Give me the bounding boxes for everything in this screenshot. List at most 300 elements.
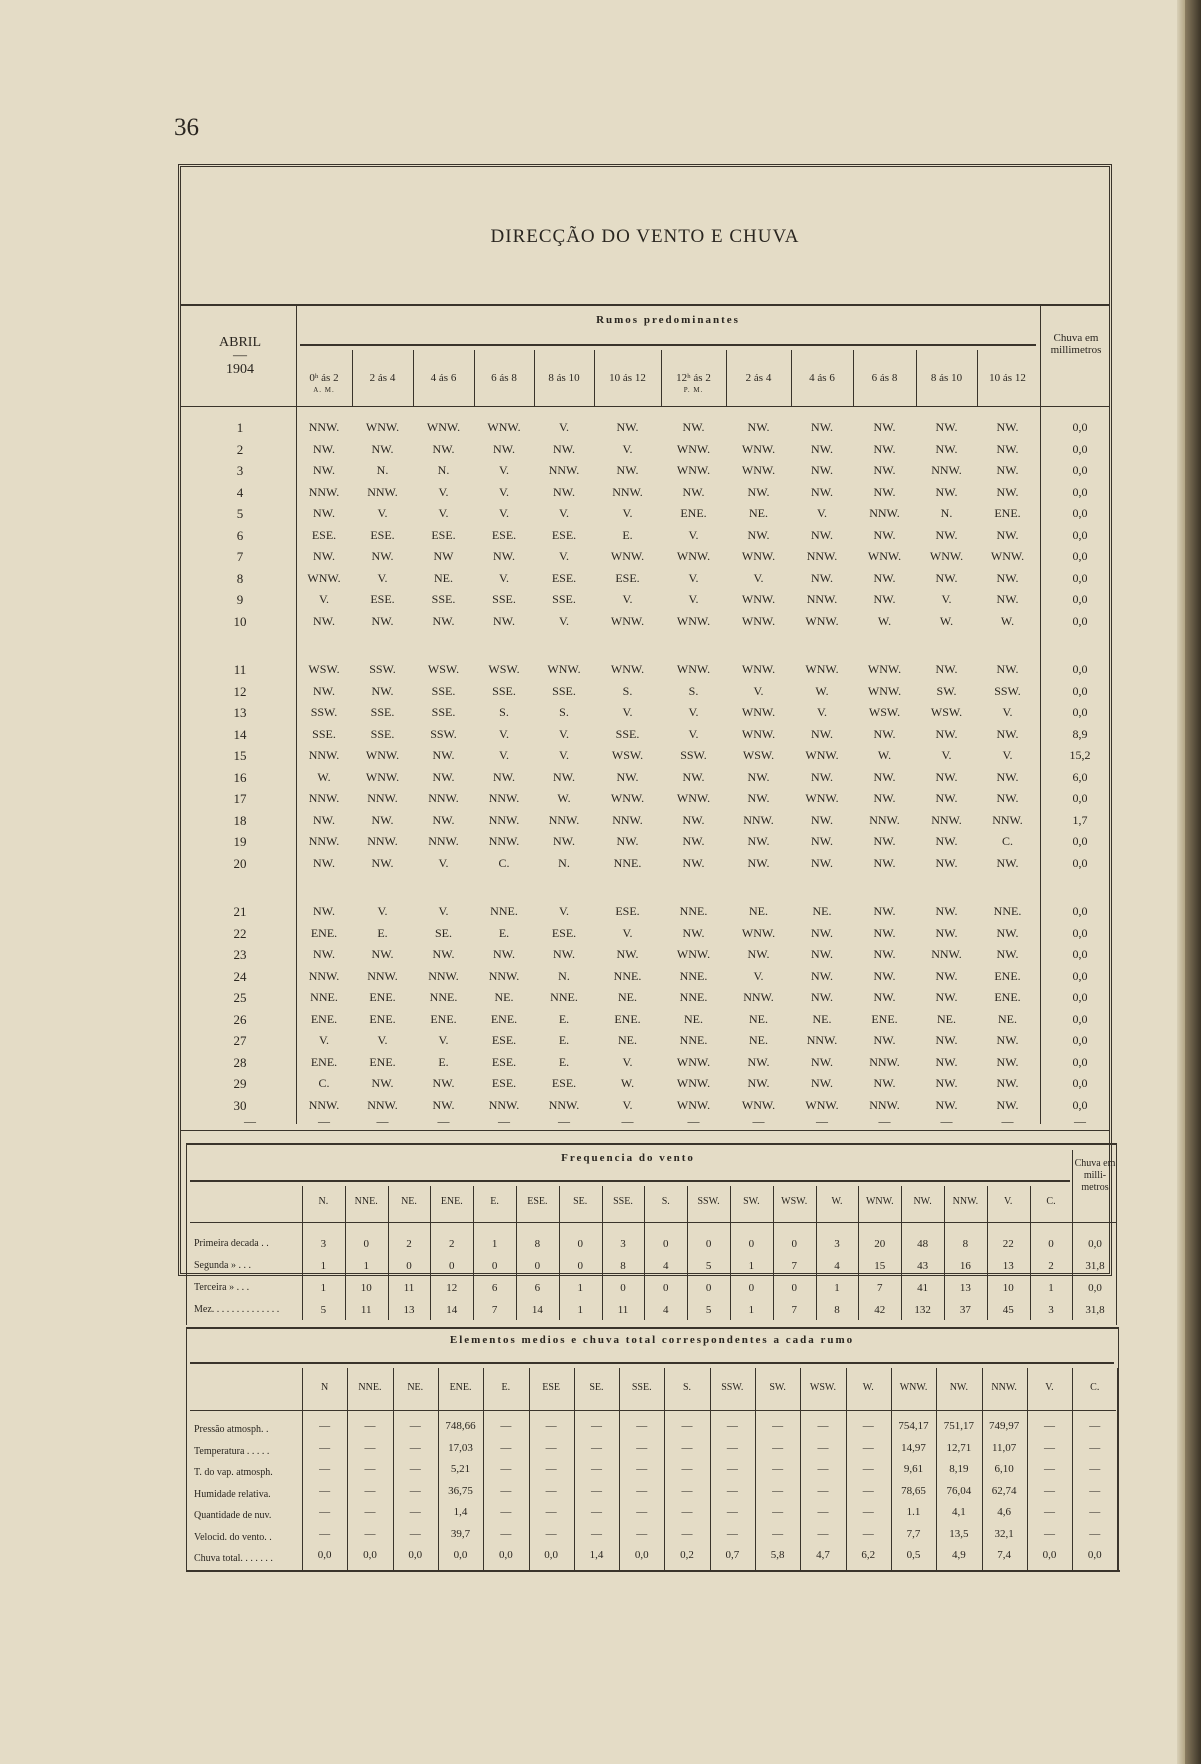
wind-direction-cell: NW. [616,947,639,961]
wind-direction-cell: NNW. [428,834,459,848]
elem-value-cell: — [500,1420,512,1432]
day-number: 25 [233,990,247,1005]
wind-direction-cell: NW. [873,726,896,741]
freq-direction-header: NE. [401,1196,417,1207]
wind-direction-cell: V. [688,592,699,606]
elem-value-cell: — [817,1463,829,1475]
freq-rain-cell: 31,8 [1085,1304,1105,1316]
wind-direction-cell: NW. [432,1076,455,1090]
wind-direction-cell: SSW. [430,726,457,741]
wind-direction-cell: ENE. [310,925,338,940]
wind-direction-cell: NW. [873,1033,896,1047]
wind-direction-cell: WNW. [741,705,776,719]
wind-direction-cell: NNW. [488,834,520,848]
wind-direction-cell: NW. [811,420,833,434]
rain-mm-cell: 0,0 [1072,791,1088,805]
wind-direction-cell: NNW. [488,968,520,983]
wind-direction-cell: S. [499,705,509,719]
wind-direction-cell: NW. [371,947,394,961]
freq-value-cell: 1 [320,1260,327,1272]
freq-rain-cell: 0,0 [1088,1238,1102,1250]
wind-direction-cell: NNW. [548,463,580,477]
freq-value-cell: 5 [705,1260,712,1272]
wind-direction-cell: NNE. [613,855,642,870]
wind-direction-cell: WSW. [868,705,901,719]
wind-direction-cell: NNW. [992,812,1023,827]
elem-direction-header: NNE. [358,1382,382,1393]
day-number: 16 [233,769,247,785]
elem-value-cell: 62,74 [991,1484,1017,1497]
freq-value-cell: 10 [360,1282,372,1294]
rain-mm-cell: 0,0 [1072,705,1088,719]
wind-direction-cell: ESE. [491,1076,517,1090]
wind-direction-cell: NW. [935,662,958,676]
wind-direction-cell: NNW. [806,549,838,563]
wind-direction-cell: E. [498,925,510,940]
freq-value-cell: 13 [403,1304,415,1316]
wind-direction-cell: NW. [371,855,394,870]
hour-column-header [534,372,594,384]
wind-direction-cell: NNW. [367,968,398,983]
wind-direction-cell: V. [438,855,449,870]
rain-mm-cell: 15,2 [1069,748,1091,762]
wind-direction-cell: NE. [749,1033,768,1047]
wind-direction-cell: WNW. [676,1076,711,1090]
wind-direction-cell: NW. [616,463,639,477]
month-label [190,334,290,378]
wind-direction-cell: NW. [682,420,705,434]
wind-direction-cell: NNW. [931,947,962,961]
page-number: 36 [174,114,199,141]
freq-value-cell: 11 [617,1304,629,1316]
pm-mark: P. M. [683,386,704,394]
elem-value-cell: 78,65 [901,1484,926,1497]
wind-direction-cell: WNW. [741,592,776,606]
elem-value-cell: — [862,1506,874,1518]
wind-direction-cell: NW. [432,1097,455,1112]
elem-value-cell: — [1089,1441,1101,1454]
wind-direction-cell: NW. [996,791,1019,805]
freq-value-cell: 0 [663,1282,669,1294]
elem-value-cell: — [590,1484,602,1497]
wind-direction-cell: NW. [873,904,896,918]
wind-direction-cell: NNW. [367,834,398,848]
wind-direction-cell: NNW. [488,812,520,827]
freq-value-cell: 20 [874,1238,886,1250]
wind-direction-cell: ENE. [994,968,1021,983]
freq-value-cell: 43 [917,1260,929,1272]
wind-direction-cell: WNW. [676,662,711,676]
wind-direction-cell: NW. [935,1033,958,1047]
wind-direction-cell: NE. [998,1011,1017,1026]
rain-mm-cell: 0,0 [1072,1033,1088,1047]
freq-value-cell: 4 [663,1260,669,1272]
elem-value-cell: — [636,1441,648,1454]
freq-value-cell: 0 [363,1238,369,1250]
wind-direction-cell: NW. [811,834,833,848]
elem-value-cell: — [1089,1484,1101,1497]
wind-direction-cell: NNE. [550,990,578,1004]
elem-value-cell: 4,7 [816,1549,830,1561]
freq-direction-header: WSW. [781,1196,808,1207]
wind-direction-cell: NE. [937,1011,956,1026]
year-label: 1904 [226,362,254,377]
wind-direction-cell: NNW. [548,1097,580,1112]
freq-value-cell: 1 [577,1304,583,1316]
wind-direction-cell: V. [558,726,570,741]
freq-value-cell: 13 [959,1282,971,1294]
wind-direction-cell: WNW. [867,549,902,563]
wind-direction-cell: ESE. [370,592,395,606]
wind-direction-cell: NW. [493,549,515,563]
wind-direction-cell: ENE. [369,990,396,1004]
elem-value-cell: 5,21 [450,1463,471,1475]
wind-direction-cell: NW. [996,662,1019,676]
elem-value-cell: — [681,1441,693,1454]
wind-direction-cell: NW. [873,420,896,434]
hour-range: 4 ás 6 [430,372,457,384]
rain-mm-cell: 0,0 [1072,613,1088,628]
day-number: 9 [236,592,244,607]
wind-direction-cell: NW. [313,549,335,563]
freq-value-cell: 13 [1002,1260,1014,1272]
wind-direction-cell: E. [438,1054,449,1069]
wind-direction-cell: W. [1000,613,1015,628]
day-number: 21 [233,904,247,919]
am-mark: A. M. [313,386,335,394]
elem-value-cell: — [590,1527,602,1540]
elem-value-cell: — [681,1484,693,1497]
elem-value-cell: 14,97 [901,1441,926,1454]
day-number: 5 [236,506,244,521]
rain-mm-cell: 0,0 [1072,855,1088,870]
hour-range: 6 ás 8 [871,372,898,384]
wind-direction-cell: V. [622,506,633,520]
elem-value-cell: — [319,1463,331,1475]
hour-range: 10 ás 12 [989,372,1026,384]
wind-direction-cell: NW. [616,769,639,784]
wind-direction-cell: N. [940,506,953,520]
freq-value-cell: 0 [534,1260,541,1272]
freq-direction-header: S. [661,1196,670,1207]
freq-value-cell: 3 [1048,1304,1054,1316]
day-number: 22 [233,925,247,941]
wind-direction-cell: NNW. [488,791,520,805]
wind-direction-cell: SE. [434,925,452,940]
wind-direction-cell: NW. [432,441,455,456]
freq-direction-header: SW. [743,1196,760,1207]
wind-direction-cell: S. [622,683,633,698]
freq-value-cell: 7 [877,1282,883,1294]
wind-direction-cell: NNE. [993,904,1022,918]
rain-mm-cell: 0,0 [1072,570,1088,585]
rain-mm-cell: 0,0 [1072,904,1088,918]
title-divider [180,304,1110,306]
elem-value-cell: 4,6 [997,1506,1012,1518]
elem-value-cell: — [817,1420,829,1432]
elem-value-cell: 1,4 [589,1549,604,1561]
freq-rain-header: Chuva em milli-metros [1074,1158,1116,1193]
column-dash: — [558,1114,570,1128]
wind-direction-cell: SSE. [370,726,395,741]
wind-direction-cell: NW. [996,420,1019,434]
wind-direction-cell: NW. [873,925,896,940]
freq-rain-divider [1072,1150,1073,1320]
wind-direction-cell: WNW. [610,549,645,563]
wind-direction-cell: S. [688,683,699,698]
wind-direction-cell: NW. [873,769,896,784]
wind-direction-cell: WNW. [676,613,711,628]
wind-direction-cell: NNE. [613,968,642,983]
day-number: 8 [236,570,244,586]
rain-mm-cell: 0,0 [1072,592,1088,606]
wind-direction-cell: V. [1002,705,1013,719]
elem-direction-header: ESE [542,1382,561,1393]
hour-range: 0ʰ ás 2 [309,372,339,384]
wind-direction-cell: NNW. [869,1054,900,1069]
rain-mm-cell: 0,0 [1072,506,1088,520]
rain-mm-cell: 0,0 [1072,420,1088,434]
elem-value-cell: — [862,1441,874,1454]
wind-direction-cell: NNW. [931,812,962,827]
freq-value-cell: 11 [403,1282,415,1294]
wind-direction-cell: SSW. [369,662,396,676]
wind-direction-cell: NW. [493,769,515,784]
wind-direction-cell: NW. [996,441,1019,456]
elem-value-cell: — [545,1506,557,1518]
wind-direction-cell: WNW. [741,726,776,741]
wind-direction-cell: NW. [553,484,575,499]
wind-direction-cell: ESE. [551,527,577,542]
elem-value-cell: — [500,1463,512,1475]
elem-value-cell: 39,7 [450,1527,471,1540]
elem-value-cell: 8,19 [949,1463,969,1475]
freq-direction-header: ENE. [440,1196,463,1207]
wind-direction-cell: NW. [996,484,1019,499]
elem-value-cell: — [1043,1441,1055,1454]
wind-direction-cell: WNW. [805,613,839,628]
elem-value-cell: — [772,1463,784,1475]
elem-value-cell: — [726,1463,738,1475]
wind-direction-cell: ESE. [370,527,395,542]
rain-mm-cell: 0,0 [1072,1076,1088,1090]
wind-direction-cell: WSW. [742,748,775,762]
column-dash: — [687,1114,700,1128]
freq-direction-header: NNE. [354,1196,378,1207]
elem-value-cell: 0,0 [363,1549,377,1561]
elem-title-underline [190,1362,1114,1364]
elem-value-cell: — [862,1484,874,1497]
elem-value-cell: — [409,1420,421,1432]
elem-value-cell: 7,7 [906,1527,921,1540]
freq-value-cell: 1 [1048,1282,1054,1294]
wind-direction-cell: SSE. [552,592,576,606]
elem-value-cell: — [817,1506,829,1518]
hour-column-header [726,372,791,384]
wind-direction-cell: WNW. [676,441,711,456]
freq-title-underline [190,1180,1070,1182]
freq-value-cell: 5 [320,1304,327,1316]
wind-direction-cell: V. [622,441,633,456]
freq-value-cell: 5 [705,1304,712,1316]
wind-direction-cell: NNW. [743,812,774,827]
rain-mm-cell: 0,0 [1072,683,1088,698]
wind-direction-cell: NW. [873,527,896,542]
wind-direction-cell: V. [688,527,699,542]
wind-direction-cell: NW. [432,748,455,762]
wind-direction-cell: V. [816,705,828,719]
wind-direction-cell: ENE. [430,1011,457,1026]
wind-direction-cell: NW. [873,441,896,456]
wind-direction-cell: NNW. [869,812,900,827]
wind-direction-cell: WNW. [676,1054,711,1069]
freq-value-cell: 10 [1002,1282,1014,1294]
wind-direction-cell: NW. [747,769,770,784]
elem-value-cell: 1,4 [453,1506,468,1518]
freq-value-cell: 2 [449,1238,455,1250]
elem-value-cell: — [1043,1484,1055,1497]
freq-value-cell: 1 [320,1282,327,1294]
wind-direction-cell: NW. [682,925,705,940]
elem-value-cell: — [1043,1420,1055,1432]
wind-direction-cell: NW. [996,726,1019,741]
hour-column-header [853,372,916,384]
elem-value-cell: 12,71 [946,1441,972,1454]
wind-direction-cell: NW. [873,855,896,870]
freq-value-cell: 1 [491,1238,498,1250]
elem-value-cell: — [772,1506,784,1518]
wind-direction-cell: NW. [811,726,833,741]
freq-header-line [190,1222,1116,1223]
wind-direction-cell: ESE. [491,1054,517,1069]
wind-direction-cell: NW. [811,570,833,585]
elem-value-cell: 0,0 [498,1549,513,1561]
wind-direction-cell: WNW. [676,463,711,477]
wind-direction-cell: NW. [996,1076,1019,1090]
wind-direction-cell: V. [558,613,570,628]
wind-direction-cell: SSE. [492,683,516,698]
elem-value-cell: — [817,1527,829,1540]
freq-top-line [186,1143,1116,1145]
wind-direction-cell: NW. [873,990,896,1004]
rumos-underline [300,344,1036,346]
freq-value-cell: 3 [834,1238,840,1250]
wind-direction-cell: C. [498,855,510,870]
wind-direction-cell: NW. [616,834,639,848]
column-dash: — [940,1114,953,1128]
column-dash: — [376,1114,389,1128]
elem-value-cell: — [319,1527,331,1540]
wind-direction-cell: NW. [371,1076,394,1090]
rain-mm-cell: 0,0 [1072,1054,1088,1069]
freq-right-border [1116,1143,1117,1325]
wind-direction-cell: V. [816,506,828,520]
column-dash: — [437,1114,450,1128]
wind-direction-cell: WNW. [487,420,521,434]
rain-header: Chuva em millimetros [1050,332,1102,356]
elem-value-cell: — [1089,1527,1101,1540]
wind-direction-cell: E. [558,1011,570,1026]
wind-direction-cell: NW. [747,1076,770,1090]
wind-direction-cell: NW. [935,484,958,499]
rain-mm-cell: 0,0 [1072,1097,1088,1112]
elem-value-cell: — [364,1484,376,1497]
column-dash: — [318,1114,330,1128]
wind-direction-cell: E. [622,527,633,542]
elem-value-cell: — [364,1420,376,1432]
wind-direction-cell: NW. [996,769,1019,784]
wind-direction-cell: WNW. [741,662,776,676]
wind-direction-cell: NW. [493,613,515,628]
column-dash: — [498,1114,510,1128]
day-number: 10 [233,613,247,629]
wind-direction-cell: WNW. [805,662,839,676]
wind-direction-cell: NNW. [869,506,900,520]
wind-direction-cell: NW. [747,420,770,434]
elem-value-cell: — [726,1506,738,1518]
wind-direction-cell: NE. [494,990,514,1004]
elem-row-label: Velocid. do vento. . [194,1531,272,1543]
wind-direction-cell: WNW. [741,441,776,456]
wind-direction-cell: N. [376,463,389,477]
wind-direction-cell: NW. [996,1033,1019,1047]
elem-value-cell: — [545,1527,557,1540]
month-name: ABRIL [219,335,261,350]
wind-direction-cell: NNW. [308,968,340,983]
wind-direction-cell: V. [622,705,633,719]
elem-value-cell: — [545,1441,557,1454]
elem-value-cell: 4,1 [951,1506,966,1518]
elem-direction-header: W. [862,1382,874,1393]
elem-value-cell: 6,2 [861,1549,876,1561]
wind-direction-cell: ESE. [551,925,577,940]
wind-direction-cell: NW. [935,791,958,805]
wind-direction-cell: WNW. [741,925,776,940]
elem-value-cell: — [1043,1463,1055,1475]
wind-direction-cell: C. [318,1076,330,1090]
wind-direction-cell: NW. [371,613,394,628]
elem-value-cell: — [545,1463,557,1475]
wind-direction-cell: V. [1002,748,1013,762]
wind-direction-cell: NW. [873,463,896,477]
freq-value-cell: 7 [491,1304,498,1316]
hour-column-header [916,372,977,384]
wind-direction-cell: NW. [873,968,896,983]
freq-value-cell: 48 [917,1238,929,1250]
hour-column-header [791,372,853,384]
rain-mm-cell: 0,0 [1072,441,1088,456]
wind-direction-cell: NE. [749,904,768,918]
wind-direction-cell: WSW. [427,662,460,676]
freq-value-cell: 0 [1048,1238,1054,1250]
wind-direction-cell: NE. [812,1011,832,1026]
wind-direction-cell: NW. [935,420,958,434]
freq-value-cell: 2 [1048,1260,1054,1272]
elem-direction-header: V. [1045,1382,1054,1393]
elem-value-cell: 0,0 [453,1549,468,1561]
wind-direction-cell: NW. [935,968,958,983]
wind-direction-cell: NW. [873,1076,896,1090]
freq-value-cell: 0 [791,1238,797,1250]
wind-direction-cell: NW. [996,855,1019,870]
wind-direction-cell: NW. [616,420,639,434]
wind-direction-cell: SSE. [312,726,336,741]
elem-value-cell: — [772,1441,784,1454]
wind-direction-cell: SSE. [431,705,456,719]
wind-direction-cell: NW. [811,947,833,961]
wind-direction-cell: NE. [749,1011,768,1026]
hour-column-header [661,372,726,396]
